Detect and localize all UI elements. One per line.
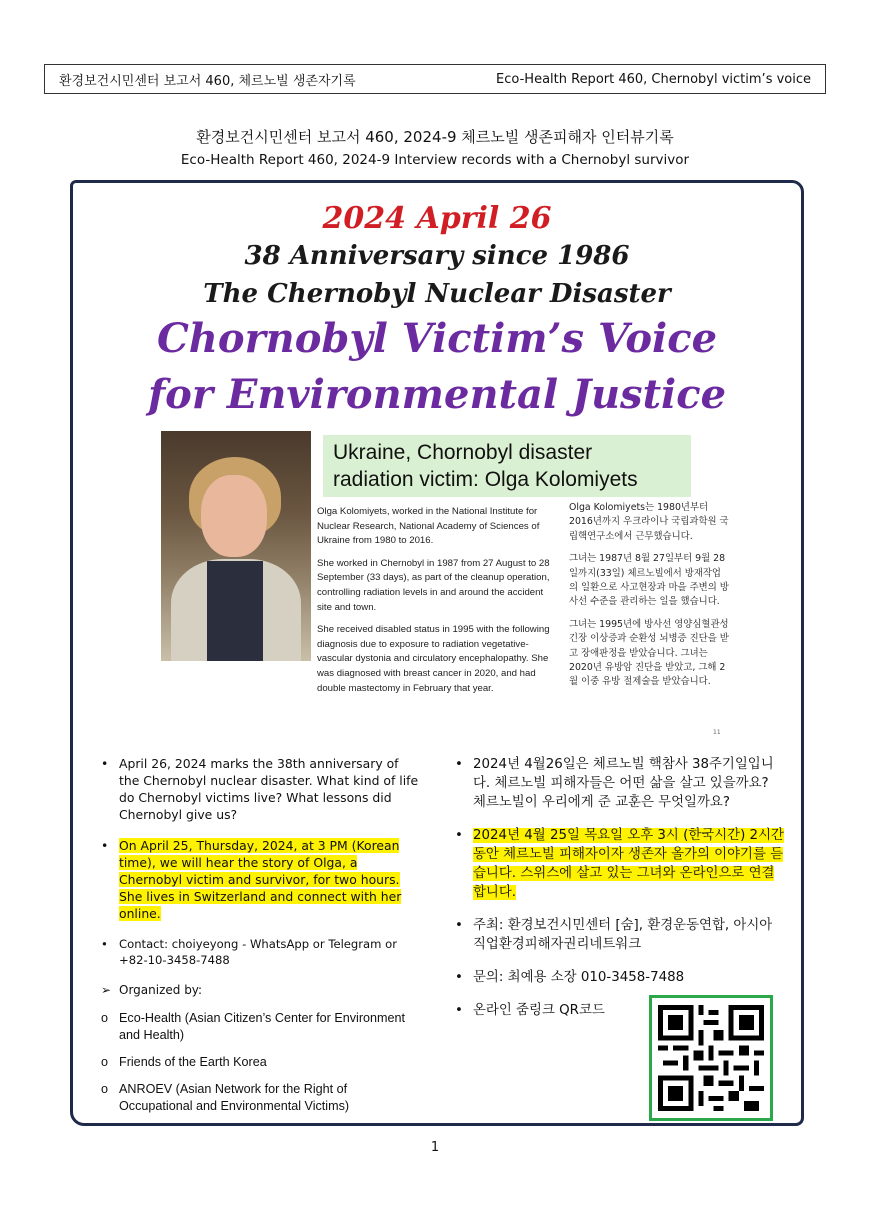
bullet-icon: •	[455, 970, 463, 985]
organizer-item	[101, 1054, 421, 1071]
bullet-icon: •	[455, 828, 463, 843]
list-item	[455, 968, 785, 987]
bio-english	[317, 505, 557, 704]
bullet-icon: •	[455, 1003, 463, 1018]
bullet-text: 온라인 줌링크 QR코드	[473, 1003, 605, 1018]
circle-bullet-icon: o	[101, 1011, 109, 1025]
name-line-2: radiation victim: Olga Kolomiyets	[333, 468, 638, 491]
bio-ko-paragraph: Olga Kolomiyets는 1980년부터 2016년까지 우크라이나 국립과학원 국립핵연구소에서 근무했습니다.	[569, 502, 729, 542]
bullet-icon: •	[101, 756, 109, 771]
bio-en-paragraph: She received disabled status in 1995 with the following diagnosis due to exposure to radiation vegetative-vascular dystonia and circulatory encephalopathy. She was diagnosed with breast cancer in 2020, and had double mastectomy in February that year.	[317, 624, 550, 694]
portrait-photo	[161, 431, 311, 661]
highlighted-bullet-text: On April 25, Thursday, 2024, at 3 PM (Korean time), we will hear the story of Olga, a Chernobyl victim and survivor, for two hours. She lives in Switzerland and connect with her online.	[119, 838, 402, 921]
qr-code-icon	[658, 1004, 764, 1112]
poster-date: 2024 April 26	[322, 201, 552, 236]
organizer-item	[101, 1081, 421, 1115]
arrow-icon: ➢	[101, 983, 112, 997]
victim-name-box	[323, 435, 691, 497]
header-left-text: 환경보건시민센터 보고서 460, 체르노빌 생존자기록	[59, 73, 356, 89]
list-item	[101, 755, 421, 823]
bullet-icon: •	[455, 757, 463, 772]
circle-bullet-icon: o	[101, 1082, 109, 1096]
poster-main-title-line1: Chornobyl Victim’s Voice	[156, 315, 718, 362]
organized-by-label: Organized by:	[119, 983, 203, 997]
list-item	[455, 755, 785, 812]
organizer-name: Eco-Health (Asian Citizen’s Center for Environment and Health)	[119, 1011, 406, 1042]
poster-page-mark: 11	[713, 729, 721, 736]
list-item	[101, 837, 421, 922]
highlighted-bullet-text: 2024년 4월 25일 목요일 오후 3시 (한국시간) 2시간 동안 체르노빌 피해자이자 생존자 올가의 이야기를 듣습니다. 스위스에 살고 있는 그녀와 온라인으로 연결합니다.	[473, 828, 784, 900]
bio-korean	[569, 501, 729, 698]
page-number: 1	[430, 1140, 440, 1155]
header-right-text: Eco-Health Report 460, Chernobyl victim’s voice	[496, 71, 811, 87]
list-item	[455, 826, 785, 902]
event-poster	[70, 180, 804, 1126]
poster-anniversary: 38 Anniversary since 1986	[244, 241, 630, 271]
list-item	[101, 936, 421, 968]
bullet-text: 주최: 환경보건시민센터 [숨], 환경운동연합, 아시아직업환경피해자권리네트워크	[473, 918, 773, 952]
bullet-text: April 26, 2024 marks the 38th anniversary of the Chernobyl nuclear disaster. What kind of life do Chernobyl victims live? What lessons did Chernobyl give us?	[119, 756, 419, 822]
organizer-name: ANROEV (Asian Network for the Right of Occupational and Environmental Victims)	[119, 1082, 350, 1113]
organizer-name: Friends of the Earth Korea	[119, 1055, 267, 1069]
name-line-1: Ukraine, Chornobyl disaster	[333, 441, 593, 464]
running-header	[44, 64, 826, 94]
bio-en-paragraph: Olga Kolomiyets, worked in the National Institute for Nuclear Research, National Academy of Sciences of Ukraine from 1980 to 2016.	[317, 506, 540, 547]
bullet-text: 문의: 최예용 소장 010-3458-7488	[473, 970, 685, 985]
bio-ko-paragraph: 그녀는 1987년 8월 27일부터 9월 28일까지(33일) 체르노빌에서 방재작업의 일환으로 사고현장과 마을 주변의 방사선 수준을 관리하는 일을 했습니다.	[569, 553, 729, 608]
organized-by-heading	[101, 982, 421, 998]
bullet-icon: •	[455, 918, 463, 933]
korean-details-column	[455, 755, 785, 1034]
organizer-item	[101, 1010, 421, 1044]
poster-main-title-line2: for Environmental Justice	[147, 371, 727, 418]
list-item	[455, 916, 785, 954]
bio-ko-paragraph: 그녀는 1995년에 방사선 영양심혈관성 긴장 이상증과 순환성 뇌병증 진단을 받고 장애판정을 받았습니다. 그녀는 2020년 유방암 진단을 받았고, 그해 2월 이중 유방 절제술을 받았습니다.	[569, 618, 729, 688]
bullet-icon: •	[101, 937, 108, 951]
zoom-link-qr-code[interactable]	[649, 995, 773, 1121]
bio-en-paragraph: She worked in Chernobyl in 1987 from 27 August to 28 September (33 days), as part of the cleanup operation, controlling radiation levels in and around the accident site and town.	[317, 557, 550, 613]
document-title-korean: 환경보건시민센터 보고서 460, 2024-9 체르노빌 생존피해자 인터뷰기록	[196, 128, 674, 146]
poster-disaster: The Chernobyl Nuclear Disaster	[203, 279, 671, 309]
bullet-icon: •	[101, 838, 109, 853]
circle-bullet-icon: o	[101, 1055, 109, 1069]
contact-text: Contact: choiyeyong - WhatsApp or Telegram or +82-10-3458-7488	[119, 937, 397, 967]
document-title-english: Eco-Health Report 460, 2024-9 Interview records with a Chernobyl survivor	[180, 152, 690, 168]
english-details-column	[101, 755, 421, 1125]
bullet-text: 2024년 4월26일은 체르노빌 핵참사 38주기일입니다. 체르노빌 피해자들은 어떤 삶을 살고 있을까요? 체르노빌이 우리에게 준 교훈은 무엇일까요?	[473, 757, 774, 810]
